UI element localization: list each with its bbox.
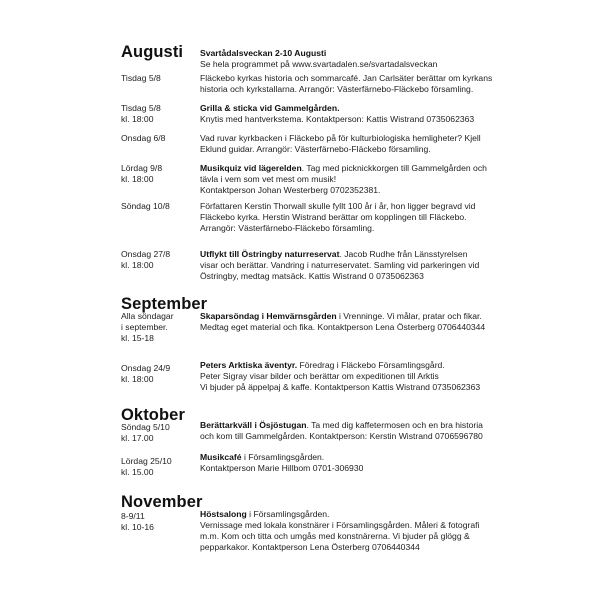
date-text: Lördag 9/8 — [121, 163, 163, 173]
event-title: Grilla & sticka vid Gammelgården. — [200, 103, 340, 113]
date-text: Alla söndagar — [121, 311, 174, 321]
description-line: m.m. Kom och titta och umgås med konstnärerna. Vi bjuder på glögg & — [200, 531, 470, 541]
description-line: och kom till Gammelgården. Kontaktperson: Kerstin Wistrand 0706596780 — [200, 431, 483, 441]
date-text: Söndag 10/8 — [121, 201, 170, 211]
time-text: kl. 18:00 — [121, 260, 154, 270]
event-date — [121, 249, 201, 271]
event-description — [200, 509, 500, 553]
time-text: kl. 15-18 — [121, 333, 154, 343]
description-line: Knytis med hantverkstema. Kontaktperson: Kattis Wistrand 0735062363 — [200, 114, 475, 124]
event-date — [121, 511, 201, 533]
event-date — [121, 103, 201, 125]
description-line: Peter Sigray visar bilder och berättar om expeditionen till Arktis — [200, 371, 439, 381]
description-line: Medtag eget material och fika. Kontaktperson Lena Österberg 0706440344 — [200, 322, 486, 332]
event-title: Berättarkväll i Ösjöstugan — [200, 420, 307, 430]
date-text: Onsdag 24/9 — [121, 363, 171, 373]
event-title: Musikquiz vid lägerelden — [200, 163, 302, 173]
description-text: i Församlingsgården. — [241, 452, 325, 462]
event-description — [200, 163, 500, 196]
event-date — [121, 201, 201, 212]
event-title: Peters Arktiska äventyr. — [200, 360, 298, 370]
time-text: kl. 18:00 — [121, 174, 154, 184]
event-date — [121, 456, 201, 478]
description-text: i Församlingsgården. — [246, 509, 330, 519]
description-line: tävla i vem som vet mest om musik! — [200, 174, 337, 184]
description-line: Vernissage med lokala konstnärer i Församlingsgården. Måleri & fotografi — [200, 520, 480, 530]
time-text: kl. 15.00 — [121, 467, 154, 477]
date-text: Onsdag 6/8 — [121, 133, 166, 143]
description-text: . Jacob Rudhe från Länsstyrelsen — [339, 249, 468, 259]
event-description — [200, 103, 500, 125]
description-line: Eklund guidar. Arrangör: Västerfärnebo-Fläckebo församling. — [200, 144, 431, 154]
event-date — [121, 163, 201, 185]
event-title: Skaparsöndag i Hemvärnsgården — [200, 311, 337, 321]
description-line: Författaren Kerstin Thorwall skulle fyllt 100 år i år, hon ligger begravd vid — [200, 201, 476, 211]
event-date — [121, 311, 201, 344]
time-text: kl. 17.00 — [121, 433, 154, 443]
description-text: Föredrag i Fläckebo Församlingsgård. — [297, 360, 445, 370]
event-title: Utflykt till Östringby naturreservat — [200, 249, 340, 259]
event-date — [121, 133, 201, 144]
header-block — [200, 48, 500, 70]
description-line: Fläckebo kyrka. Herstin Wistrand berättar om kopplingen till Fläckebo. — [200, 212, 467, 222]
description-line: Arrangör: Västerfärnebo-Fläckebo församling. — [200, 223, 375, 233]
date-text: Tisdag 5/8 — [121, 73, 161, 83]
event-title: Höstsalong — [200, 509, 247, 519]
description-line: historia och kyrkstallarna. Arrangör: Västerfärnebo-Fläckebo församling. — [200, 84, 474, 94]
month-heading-september: September — [121, 295, 208, 313]
time-text: kl. 10-16 — [121, 522, 154, 532]
description-text: . Tag med picknickkorgen till Gammelgården och — [301, 163, 487, 173]
description-line: Vad ruvar kyrkbacken i Fläckebo på för kulturbiologiska hemligheter? Kjell — [200, 133, 481, 143]
event-description — [200, 249, 500, 282]
event-description — [200, 311, 500, 333]
event-description — [200, 73, 500, 95]
event-description — [200, 201, 500, 234]
event-date — [121, 73, 201, 84]
event-description — [200, 420, 500, 442]
description-text: . Ta med dig kaffetermosen och en bra historia — [306, 420, 483, 430]
event-date — [121, 422, 201, 444]
description-line: Östringby, medtag matsäck. Kattis Wistrand 0 0735062363 — [200, 271, 424, 281]
time-text: kl. 18:00 — [121, 374, 154, 384]
date-text: Lördag 25/10 — [121, 456, 172, 466]
event-description — [200, 133, 500, 155]
description-line: Kontaktperson Johan Westerberg 0702352381. — [200, 185, 381, 195]
description-line: visar och berättar. Vandring i naturreservatet. Samling vid parkeringen vid — [200, 260, 480, 270]
description-line: Fläckebo kyrkas historia och sommarcafé. Jan Carlsäter berättar om kyrkans — [200, 73, 493, 83]
event-description — [200, 360, 500, 393]
date-text: 8-9/11 — [121, 511, 145, 521]
date-text: i september. — [121, 322, 168, 332]
date-text: Söndag 5/10 — [121, 422, 170, 432]
time-text: kl. 18:00 — [121, 114, 154, 124]
month-heading-augusti: Augusti — [121, 43, 184, 61]
date-text: Tisdag 5/8 — [121, 103, 161, 113]
month-heading-oktober: Oktober — [121, 406, 185, 424]
description-text: i Vrenninge. Vi målar, pratar och fikar. — [336, 311, 482, 321]
date-text: Onsdag 27/8 — [121, 249, 171, 259]
description-line: Vi bjuder på äppelpaj & kaffe. Kontaktperson Kattis Wistrand 0735062363 — [200, 382, 481, 392]
month-heading-november: November — [121, 493, 203, 511]
description-line: pepparkakor. Kontaktperson Lena Österberg 0706440344 — [200, 542, 420, 552]
event-date — [121, 363, 201, 385]
description-line: Kontaktperson Marie Hillbom 0701-306930 — [200, 463, 364, 473]
header-title: Svartådalsveckan 2-10 Augusti — [200, 48, 327, 58]
event-title: Musikcafé — [200, 452, 242, 462]
event-description — [200, 452, 500, 474]
header-link[interactable]: Se hela programmet på www.svartadalen.se/svartadalsveckan — [200, 59, 438, 69]
